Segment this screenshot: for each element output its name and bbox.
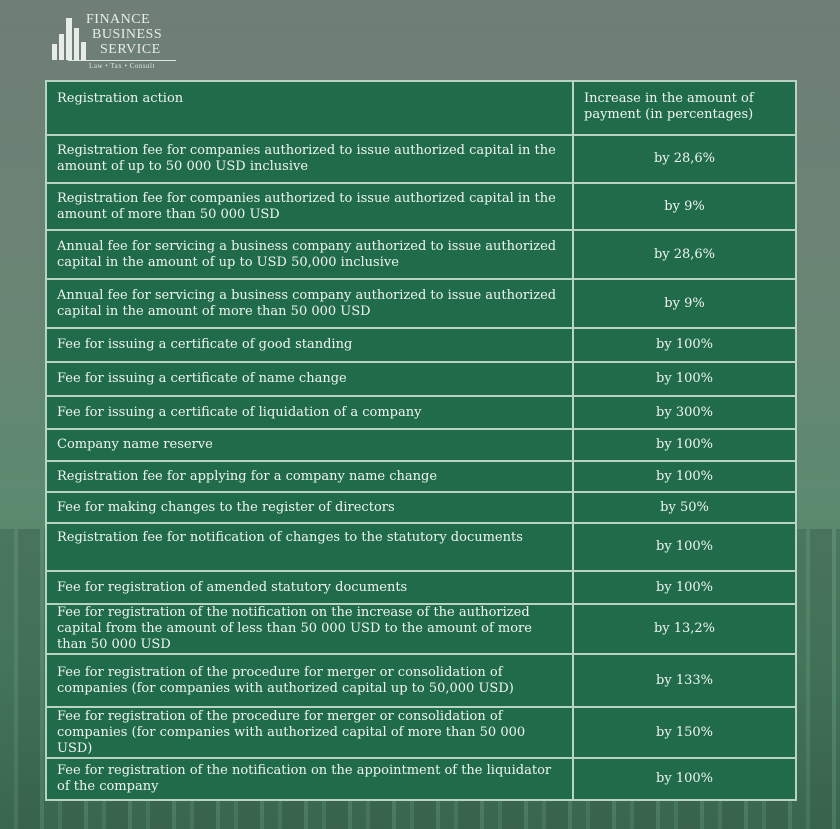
- registration-action-cell: Fee for registration of amended statutory documents: [46, 571, 573, 604]
- table-row: [46, 758, 796, 800]
- logo-line2: BUSINESS: [92, 27, 163, 42]
- header-registration-action: Registration action: [46, 81, 573, 135]
- table-row: [46, 135, 796, 183]
- registration-action-cell: Fee for issuing a certificate of name change: [46, 362, 573, 396]
- table-row: [46, 230, 796, 279]
- logo-line3: SERVICE: [100, 42, 161, 57]
- table-row: [46, 429, 796, 461]
- table-row: [46, 362, 796, 396]
- table-row: [46, 183, 796, 230]
- table-row: [46, 571, 796, 604]
- table-row: [46, 279, 796, 328]
- increase-cell: by 100%: [573, 429, 796, 461]
- increase-cell: by 150%: [573, 707, 796, 758]
- registration-action-cell: Annual fee for servicing a business company authorized to issue authorized capital in the amount of up to USD 50,000 inclusive: [46, 230, 573, 279]
- registration-action-cell: Company name reserve: [46, 429, 573, 461]
- table-row: [46, 492, 796, 523]
- table-row: [46, 396, 796, 429]
- increase-cell: by 100%: [573, 328, 796, 362]
- registration-action-cell: Annual fee for servicing a business company authorized to issue authorized capital in the amount of more than 50 000 USD: [46, 279, 573, 328]
- increase-cell: by 50%: [573, 492, 796, 523]
- registration-action-cell: Registration fee for notification of changes to the statutory documents: [46, 523, 573, 571]
- increase-cell: by 9%: [573, 279, 796, 328]
- registration-action-cell: Registration fee for applying for a company name change: [46, 461, 573, 492]
- building-icon: [50, 14, 90, 60]
- header-increase: Increase in the amount of payment (in percentages): [573, 81, 796, 135]
- increase-cell: by 13,2%: [573, 604, 796, 654]
- increase-cell: by 9%: [573, 183, 796, 230]
- logo-tagline: Law • Tax • Consult: [68, 60, 176, 70]
- increase-cell: by 100%: [573, 523, 796, 571]
- table-header-row: [46, 81, 796, 135]
- logo: [50, 10, 180, 70]
- increase-cell: by 100%: [573, 571, 796, 604]
- registration-action-cell: Registration fee for companies authorized to issue authorized capital in the amount of more than 50 000 USD: [46, 183, 573, 230]
- registration-action-cell: Fee for making changes to the register of directors: [46, 492, 573, 523]
- increase-cell: by 100%: [573, 461, 796, 492]
- registration-action-cell: Fee for registration of the procedure for merger or consolidation of companies (for companies with authorized capital of more than 50 000 USD): [46, 707, 573, 758]
- registration-action-cell: Fee for issuing a certificate of liquidation of a company: [46, 396, 573, 429]
- increase-cell: by 100%: [573, 758, 796, 800]
- table-row: [46, 461, 796, 492]
- registration-action-cell: Fee for registration of the notification on the appointment of the liquidator of the company: [46, 758, 573, 800]
- increase-cell: by 100%: [573, 362, 796, 396]
- registration-action-cell: Fee for issuing a certificate of good standing: [46, 328, 573, 362]
- table-row: [46, 654, 796, 707]
- fee-increase-table: [45, 80, 797, 801]
- increase-cell: by 300%: [573, 396, 796, 429]
- increase-cell: by 133%: [573, 654, 796, 707]
- registration-action-cell: Fee for registration of the notification on the increase of the authorized capital from the amount of less than 50 000 USD to the amount of more than 50 000 USD: [46, 604, 573, 654]
- increase-cell: by 28,6%: [573, 230, 796, 279]
- increase-cell: by 28,6%: [573, 135, 796, 183]
- table-row: [46, 328, 796, 362]
- table-row: [46, 523, 796, 571]
- registration-action-cell: Fee for registration of the procedure for merger or consolidation of companies (for companies with authorized capital up to 50,000 USD): [46, 654, 573, 707]
- registration-action-cell: Registration fee for companies authorized to issue authorized capital in the amount of up to 50 000 USD inclusive: [46, 135, 573, 183]
- table-row: [46, 604, 796, 654]
- logo-line1: FINANCE: [86, 12, 151, 27]
- table-row: [46, 707, 796, 758]
